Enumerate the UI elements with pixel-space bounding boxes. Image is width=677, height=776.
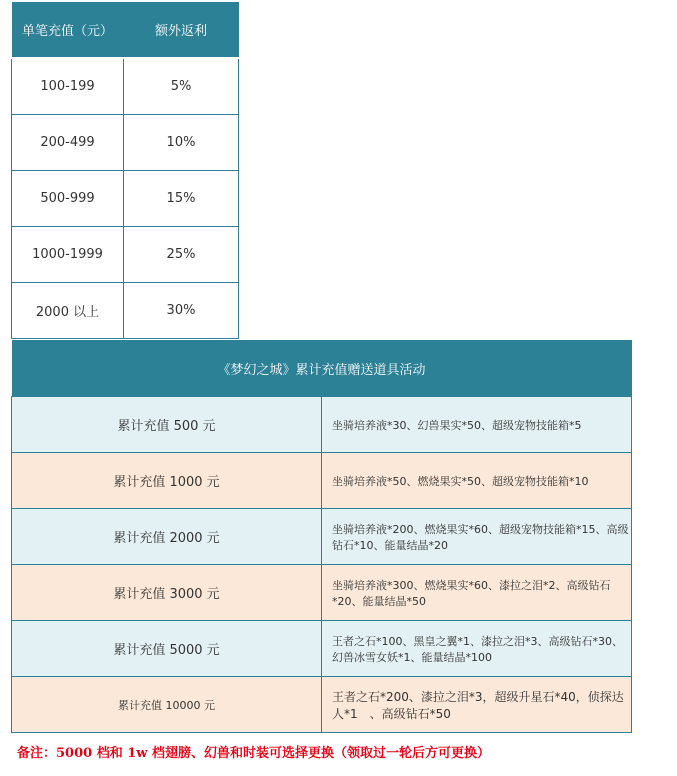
gift-items: 坐骑培养液*300、燃烧果实*60、漆拉之泪*2、高级钻石*20、能量结晶*50 xyxy=(322,565,632,621)
note-text: 备注：5000 档和 1w 档翅膀、幻兽和时装可选择更换（领取过一轮后方可更换） xyxy=(17,746,490,761)
rebate-percent: 25% xyxy=(124,227,239,283)
gift-tier: 累计充值 500 元 xyxy=(12,397,322,453)
table-row xyxy=(12,509,632,565)
rebate-percent: 15% xyxy=(124,171,239,227)
rebate-amount: 200-499 xyxy=(12,115,124,171)
gift-tier: 累计充值 5000 元 xyxy=(12,621,322,677)
rebate-table xyxy=(11,2,239,339)
gift-items: 王者之石*200、漆拉之泪*3，超级升星石*40，侦探达人*1 、高级钻石*50 xyxy=(322,677,632,733)
rebate-amount: 1000-1999 xyxy=(12,227,124,283)
gift-items: 坐骑培养液*200、燃烧果实*60、超级宠物技能箱*15、高级钻石*10、能量结晶*20 xyxy=(322,509,632,565)
rebate-percent: 5% xyxy=(124,58,239,115)
rebate-amount: 500-999 xyxy=(12,171,124,227)
gift-tier: 累计充值 1000 元 xyxy=(12,453,322,509)
table-row xyxy=(12,453,632,509)
gift-items: 坐骑培养液*30、幻兽果实*50、超级宠物技能箱*5 xyxy=(322,397,632,453)
gift-tier: 累计充值 10000 元 xyxy=(12,677,322,733)
gift-tier: 累计充值 3000 元 xyxy=(12,565,322,621)
table-row xyxy=(12,171,239,227)
gift-table xyxy=(11,340,632,733)
gift-tier: 累计充值 2000 元 xyxy=(12,509,322,565)
table-row xyxy=(12,227,239,283)
table-row xyxy=(12,397,632,453)
table-row xyxy=(12,565,632,621)
rebate-percent: 10% xyxy=(124,115,239,171)
rebate-header-row xyxy=(12,2,239,58)
gift-items: 王者之石*100、黑皇之翼*1、漆拉之泪*3、高级钻石*30、幻兽冰雪女妖*1、能量结晶*100 xyxy=(322,621,632,677)
rebate-header-bonus: 额外返利 xyxy=(124,2,239,58)
table-row xyxy=(12,621,632,677)
rebate-percent: 30% xyxy=(124,283,239,339)
gift-title-row xyxy=(12,340,632,397)
rebate-amount: 2000 以上 xyxy=(12,283,124,339)
table-row xyxy=(12,677,632,733)
rebate-header-amount: 单笔充值（元） xyxy=(12,2,124,58)
gift-items: 坐骑培养液*50、燃烧果实*50、超级宠物技能箱*10 xyxy=(322,453,632,509)
table-row xyxy=(12,283,239,339)
table-row xyxy=(12,115,239,171)
table-row xyxy=(12,58,239,115)
rebate-amount: 100-199 xyxy=(12,58,124,115)
gift-table-title: 《梦幻之城》累计充值赠送道具活动 xyxy=(12,340,632,397)
